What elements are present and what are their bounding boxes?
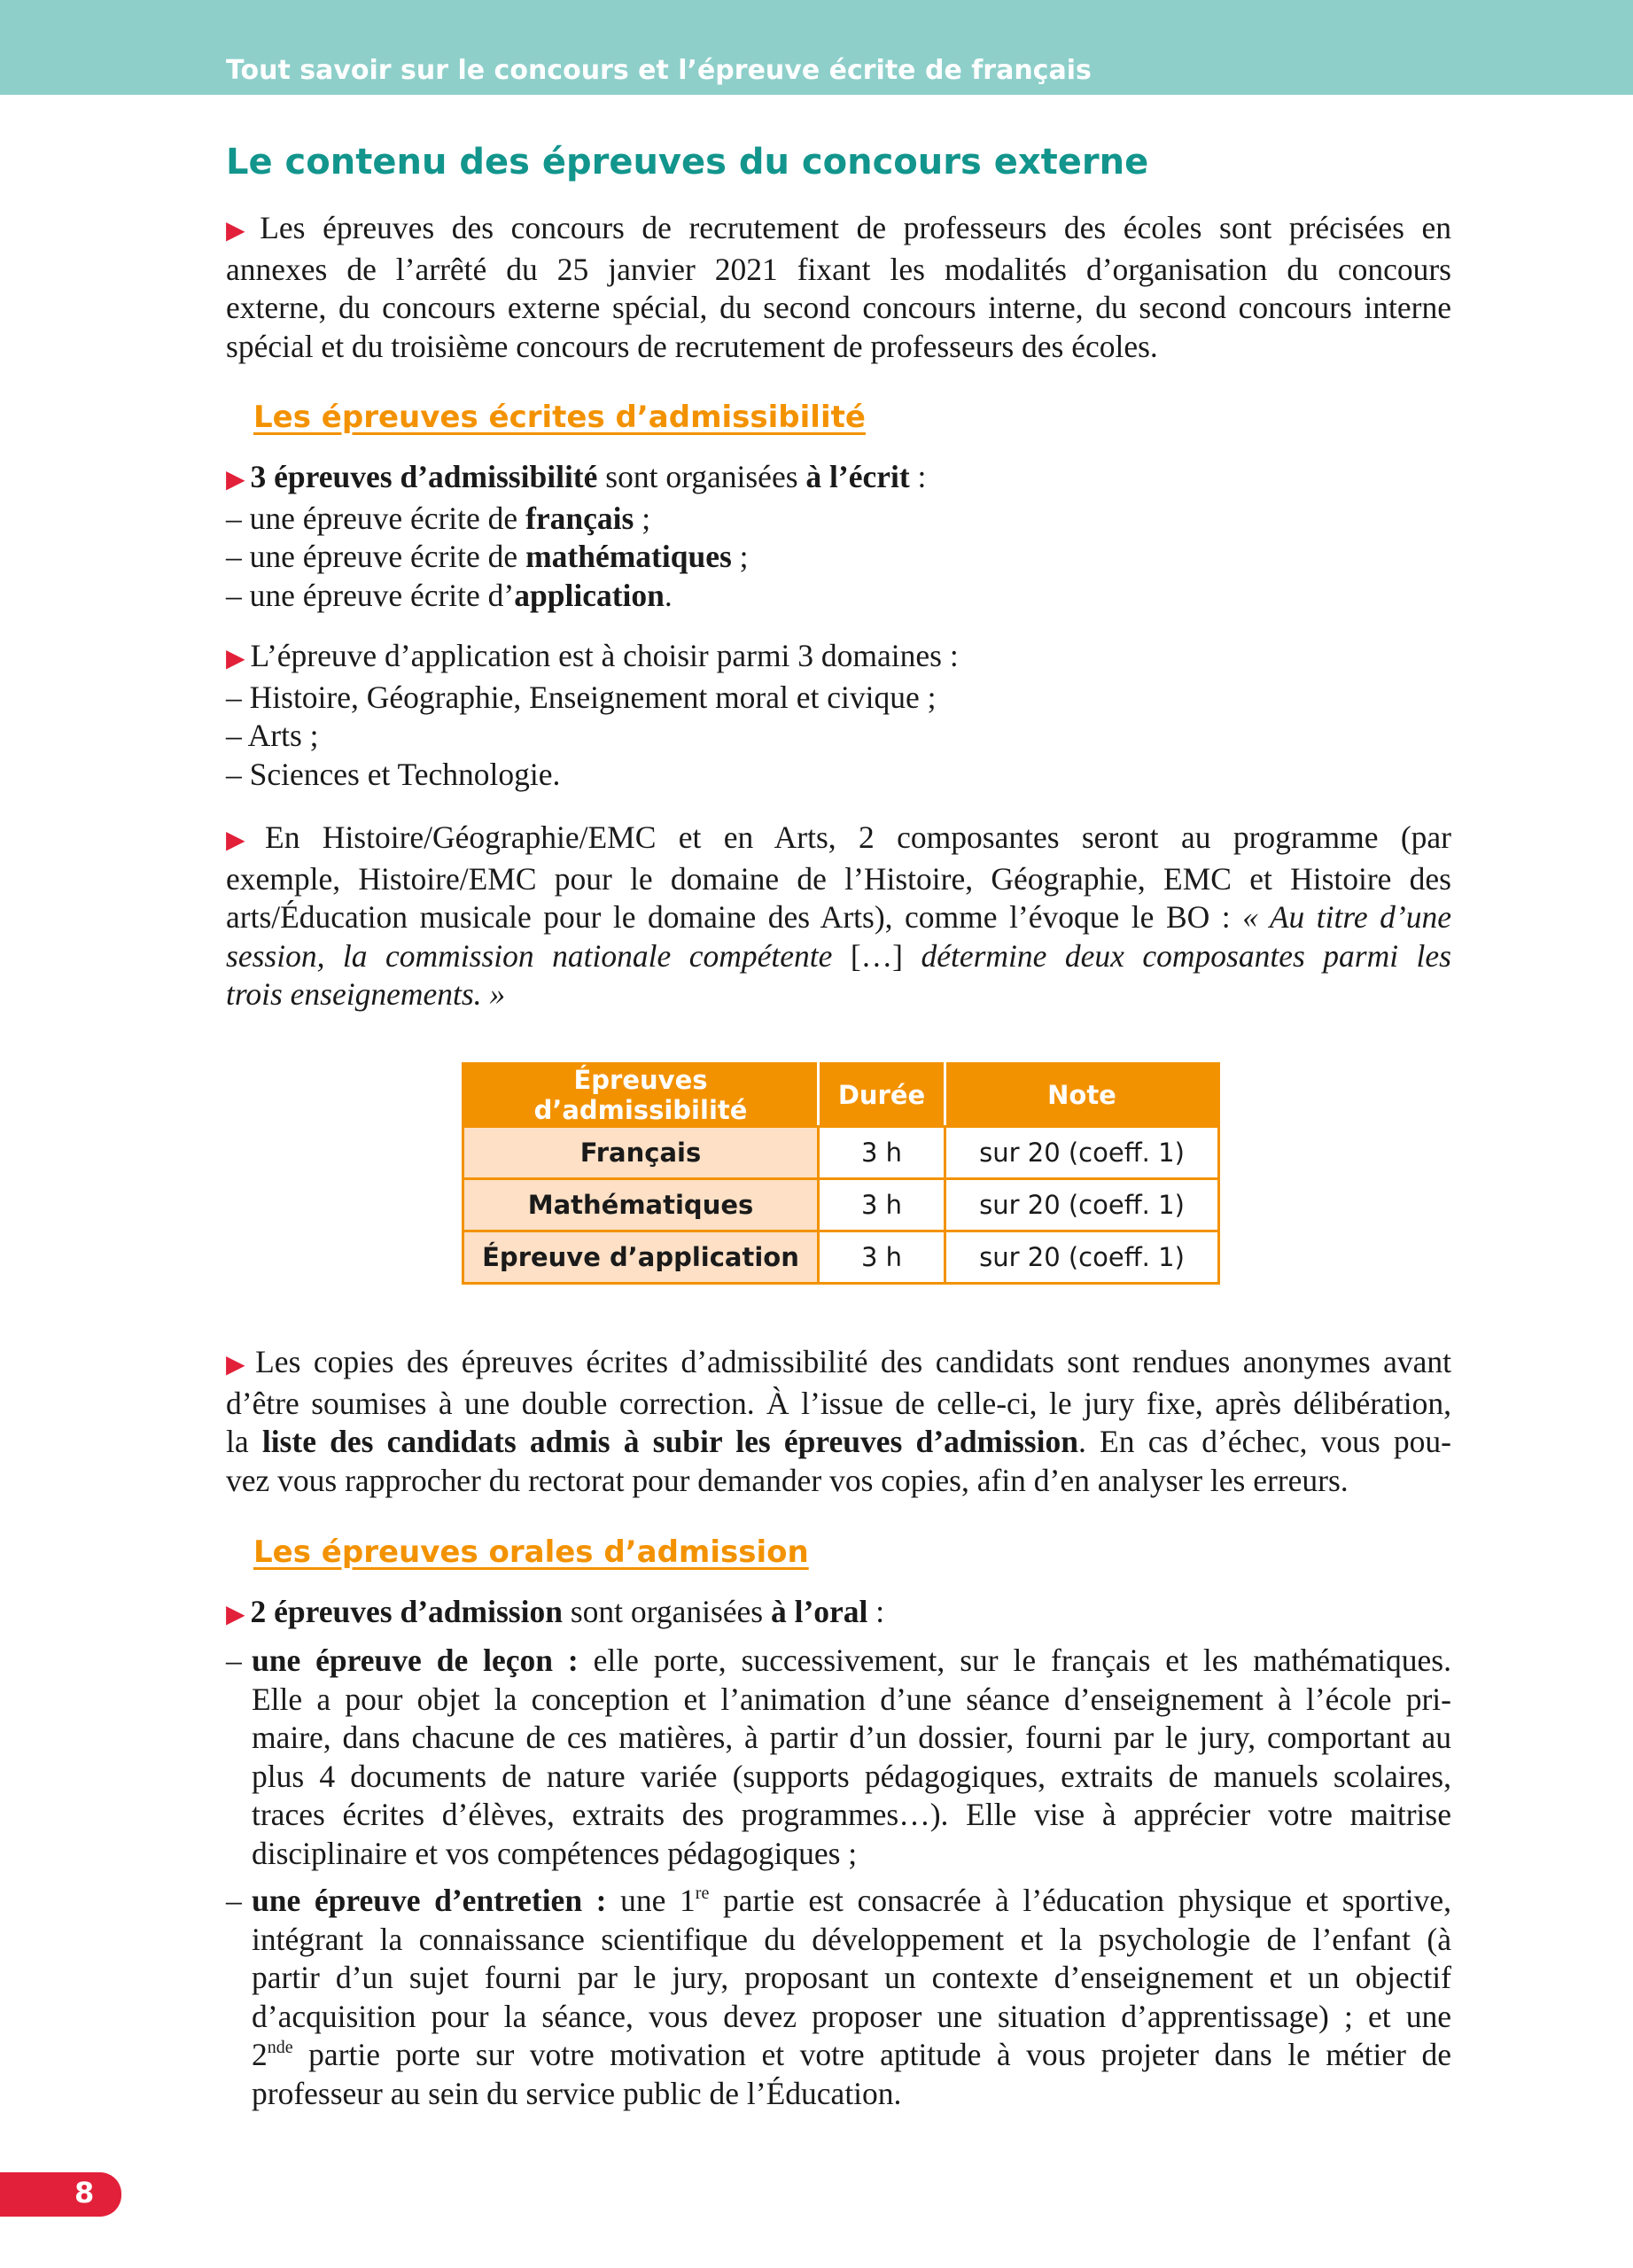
list-item: – Arts ; [226, 718, 319, 753]
running-header: Tout savoir sur le concours et l’épreuve écrite de français [226, 55, 1092, 86]
bullet-arrow-icon: ▶ [226, 217, 255, 245]
bullet-arrow-icon: ▶ [226, 1601, 245, 1628]
table-header-cell: Note [945, 1064, 1219, 1127]
intro-paragraph: ▶ Les épreuves des concours de recrutement de professeurs des écoles sont précisées en annexes de l’arrêté du 25 janvier 2021 fixant les modalités d’organisation du concours externe, du concours externe spécial, du second concours interne, du second concours interne spécial et du troisième concours de recrutement de professeurs des écoles. [226, 210, 1451, 364]
bullet-arrow-icon: ▶ [226, 827, 261, 854]
list-item: – une épreuve écrite d’application. [226, 577, 673, 613]
oral-lecon-item: – une épreuve de leçon : elle porte, successivement, sur le français et les mathématiques. Elle a pour objet la conception et l’animation d’une séance d’enseignement à l’école pri- maire, dans chacune de ces matières, à partir d’un dossier, fourni par le jury, comportant au plus 4 documents de nature variée (supports pédagogiques, extraits de manuels scolaires, traces écrites d’élèves, extraits des programmes…). Elle vise à apprécier votre maitrise disciplinaire et vos compétences pédagogiques ; [226, 1643, 1451, 1871]
domains-lead: ▶ L’épreuve d’application est à choisir parmi 3 domaines : [226, 638, 959, 673]
admissibilite-table [462, 1062, 1220, 1285]
table-cell: sur 20 (coeff. 1) [945, 1179, 1219, 1231]
bullet-arrow-icon: ▶ [226, 645, 245, 672]
composantes-paragraph: ▶ En Histoire/Géographie/EMC et en Arts, 2 composantes seront au programme (par exemple, Histoire/EMC pour le domaine de l’Histoire, Géographie, EMC et Histoire des arts/Éducation musicale pour le domaine des Arts), comme l’évoque le BO : « Au titre d’une session, la commission nationale compétente […] détermine deux composantes parmi les trois enseignements. » [226, 819, 1451, 1012]
bullet-arrow-icon: ▶ [226, 466, 245, 493]
section-title: Le contenu des épreuves du concours externe [226, 142, 1149, 183]
list-item: – Sciences et Technologie. [226, 756, 561, 792]
table-cell: Épreuve d’application [463, 1231, 819, 1284]
table-cell: sur 20 (coeff. 1) [945, 1127, 1219, 1179]
table-cell: sur 20 (coeff. 1) [945, 1231, 1219, 1284]
oral-entretien-item: – une épreuve d’entretien : une 1re partie est consacrée à l’éducation physique et sportive, intégrant la connaissance scientifique du développement et la psychologie de l’enfant (à partir d’un sujet fourni par le jury, proposant un contexte d’enseignement et un objectif d’acquisition pour la séance, vous devez proposer une situation d’apprentissage) ; et une 2nde partie porte sur votre motivation et votre aptitude à vous projeter dans le métier de professeur au sein du service public de l’Éducation. [226, 1883, 1451, 2111]
list-item: – une épreuve écrite de mathématiques ; [226, 539, 749, 574]
table-cell: Français [463, 1127, 819, 1179]
table-cell: 3 h [819, 1231, 945, 1284]
table-row [463, 1231, 1219, 1284]
table-cell: Mathématiques [463, 1179, 819, 1231]
table-header-cell: Durée [819, 1064, 945, 1127]
domains-list [226, 637, 1451, 794]
list-item: – Histoire, Géographie, Enseignement moral et civique ; [226, 679, 937, 715]
ecrit-lead: ▶ 3 épreuves d’admissibilité sont organisées à l’écrit : [226, 459, 927, 494]
table-header-cell: Épreuves d’admissibilité [463, 1064, 819, 1127]
page-number: 8 [74, 2176, 95, 2210]
subsection-title-ecrit: Les épreuves écrites d’admissibilité [253, 400, 866, 435]
table-cell: 3 h [819, 1179, 945, 1231]
table-row [463, 1179, 1219, 1231]
page-number-badge [0, 2172, 121, 2217]
table-row [463, 1127, 1219, 1179]
oral-lead: ▶ 2 épreuves d’admission sont organisées à l’oral : [226, 1594, 885, 1629]
list-item: – une épreuve écrite de français ; [226, 500, 651, 536]
table-header-row [463, 1064, 1219, 1127]
subsection-title-oral: Les épreuves orales d’admission [253, 1534, 809, 1570]
copies-paragraph: ▶ Les copies des épreuves écrites d’admissibilité des candidats sont rendues anonymes avant d’être soumises à une double correction. À l’issue de celle-ci, le jury fixe, après délibération, la liste des candidats admis à subir les épreuves d’admission. En cas d’échec, vous pou- vez vous rapprocher du rectorat pour demander vos copies, afin d’en analyser les erreurs. [226, 1344, 1451, 1498]
ecrit-list [226, 458, 1451, 615]
table-cell: 3 h [819, 1127, 945, 1179]
bullet-arrow-icon: ▶ [226, 1351, 251, 1379]
